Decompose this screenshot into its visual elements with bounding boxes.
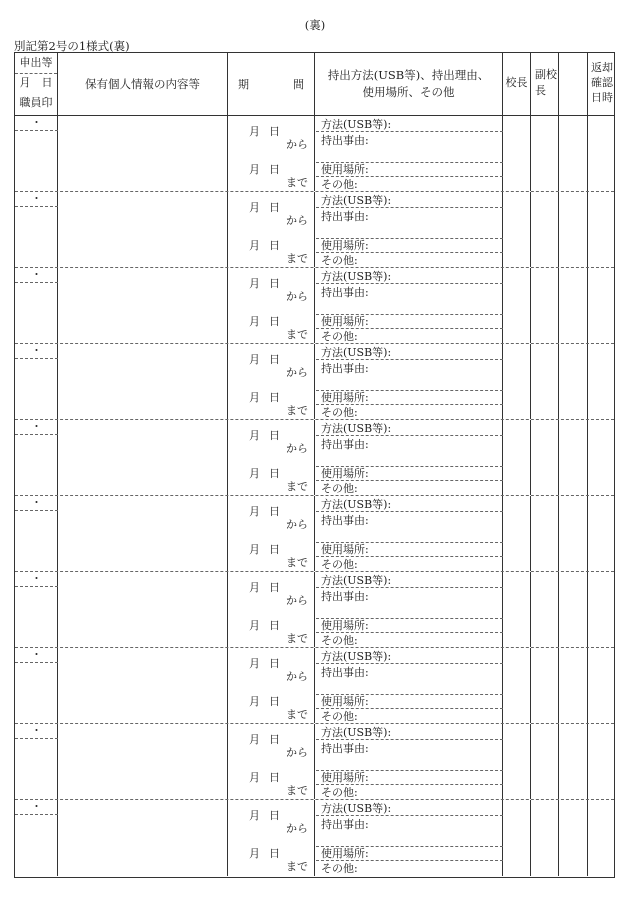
row-column-divider <box>558 192 559 267</box>
row-column-divider <box>558 724 559 799</box>
header-vice-principal <box>531 53 559 115</box>
row-column-divider <box>587 724 588 799</box>
row-column-divider <box>502 572 503 647</box>
row-other-label: その他: <box>321 710 358 723</box>
row-column-divider <box>530 496 531 571</box>
row-from-month: 月 <box>249 505 260 518</box>
row-until-month: 月 <box>249 619 260 632</box>
header-applicant-divider <box>15 73 57 74</box>
row-from-day: 日 <box>269 277 280 290</box>
row-until: まで <box>286 328 308 341</box>
row-until: まで <box>286 556 308 569</box>
row-place-label: 使用場所: <box>321 543 369 556</box>
row-from-day: 日 <box>269 733 280 746</box>
row-column-divider <box>587 268 588 343</box>
row-until-day: 日 <box>269 771 280 784</box>
table-row <box>15 420 614 496</box>
table-row <box>15 724 614 800</box>
row-place-label: 使用場所: <box>321 695 369 708</box>
header-return-check <box>588 53 616 115</box>
row-column-divider <box>530 648 531 723</box>
row-from-day: 日 <box>269 353 280 366</box>
row-other-label: その他: <box>321 330 358 343</box>
table-row <box>15 116 614 192</box>
header-content: 保有個人情報の内容等 <box>58 53 228 115</box>
row-column-divider <box>530 192 531 267</box>
form-table <box>14 52 615 878</box>
row-column-divider <box>587 344 588 419</box>
row-column-divider <box>227 268 228 343</box>
row-from-month: 月 <box>249 429 260 442</box>
row-other-label: その他: <box>321 786 358 799</box>
row-until-day: 日 <box>269 163 280 176</box>
row-until: まで <box>286 784 308 797</box>
row-other-label: その他: <box>321 634 358 647</box>
row-dot: ・ <box>15 420 58 435</box>
row-from-month: 月 <box>249 125 260 138</box>
row-until-month: 月 <box>249 543 260 556</box>
row-other-label: その他: <box>321 178 358 191</box>
row-column-divider <box>314 572 315 647</box>
row-place-label: 使用場所: <box>321 847 369 860</box>
row-reason-label: 持出事由: <box>321 666 369 679</box>
row-until-day: 日 <box>269 695 280 708</box>
row-column-divider <box>314 344 315 419</box>
table-row <box>15 572 614 648</box>
table-row <box>15 800 614 876</box>
row-until-day: 日 <box>269 847 280 860</box>
row-from: から <box>286 670 308 683</box>
row-method-label: 方法(USB等): <box>321 802 392 815</box>
row-place-label: 使用場所: <box>321 619 369 632</box>
header-return-line2: 確認 <box>591 76 613 89</box>
row-other-label: その他: <box>321 482 358 495</box>
header-applicant-line3: 職員印 <box>19 96 53 109</box>
row-from: から <box>286 214 308 227</box>
row-until: まで <box>286 480 308 493</box>
row-from: から <box>286 822 308 835</box>
row-column-divider <box>227 496 228 571</box>
row-other-label: その他: <box>321 406 358 419</box>
row-column-divider <box>587 800 588 876</box>
row-from-month: 月 <box>249 733 260 746</box>
row-dot: ・ <box>15 116 58 131</box>
row-column-divider <box>558 344 559 419</box>
row-column-divider <box>314 648 315 723</box>
row-column-divider <box>227 572 228 647</box>
row-from-day: 日 <box>269 657 280 670</box>
row-column-divider <box>502 648 503 723</box>
row-column-divider <box>227 116 228 191</box>
header-method <box>315 53 503 115</box>
row-place-label: 使用場所: <box>321 315 369 328</box>
row-until: まで <box>286 632 308 645</box>
header-applicant-line1: 申出等 <box>19 56 53 69</box>
row-until-month: 月 <box>249 771 260 784</box>
row-dot: ・ <box>15 192 58 207</box>
row-method-label: 方法(USB等): <box>321 346 392 359</box>
row-reason-label: 持出事由: <box>321 742 369 755</box>
row-column-divider <box>502 496 503 571</box>
row-column-divider <box>530 572 531 647</box>
row-dot: ・ <box>15 724 58 739</box>
row-from-day: 日 <box>269 505 280 518</box>
row-column-divider <box>587 572 588 647</box>
row-dot: ・ <box>15 572 58 587</box>
header-applicant-line2: 月 日 <box>19 76 53 89</box>
row-until-month: 月 <box>249 695 260 708</box>
row-from: から <box>286 138 308 151</box>
row-until-day: 日 <box>269 619 280 632</box>
row-until-month: 月 <box>249 847 260 860</box>
row-column-divider <box>530 420 531 495</box>
row-dot: ・ <box>15 268 58 283</box>
header-method-line2: 使用場所、その他 <box>362 85 455 99</box>
row-from: から <box>286 290 308 303</box>
header-blank <box>559 53 588 115</box>
row-column-divider <box>314 496 315 571</box>
row-until: まで <box>286 708 308 721</box>
row-other-label: その他: <box>321 254 358 267</box>
row-until: まで <box>286 404 308 417</box>
row-column-divider <box>314 724 315 799</box>
row-place-label: 使用場所: <box>321 771 369 784</box>
row-column-divider <box>227 192 228 267</box>
row-column-divider <box>587 192 588 267</box>
row-column-divider <box>587 420 588 495</box>
row-column-divider <box>530 800 531 876</box>
row-method-label: 方法(USB等): <box>321 422 392 435</box>
row-until-day: 日 <box>269 543 280 556</box>
header-period <box>228 53 315 115</box>
row-column-divider <box>558 420 559 495</box>
row-from: から <box>286 746 308 759</box>
row-column-divider <box>227 344 228 419</box>
row-method-label: 方法(USB等): <box>321 270 392 283</box>
row-from-day: 日 <box>269 201 280 214</box>
row-dot: ・ <box>15 496 58 511</box>
row-until-month: 月 <box>249 315 260 328</box>
row-reason-label: 持出事由: <box>321 818 369 831</box>
row-reason-label: 持出事由: <box>321 514 369 527</box>
row-column-divider <box>502 420 503 495</box>
row-column-divider <box>530 268 531 343</box>
row-column-divider <box>530 344 531 419</box>
row-until-day: 日 <box>269 391 280 404</box>
page-top-title: (裏) <box>304 18 326 32</box>
row-until-month: 月 <box>249 391 260 404</box>
row-method-label: 方法(USB等): <box>321 650 392 663</box>
row-from-month: 月 <box>249 657 260 670</box>
row-method-label: 方法(USB等): <box>321 726 392 739</box>
table-row <box>15 192 614 268</box>
row-place-label: 使用場所: <box>321 391 369 404</box>
row-column-divider <box>227 648 228 723</box>
form-label: 別記第2号の1様式(裏) <box>14 39 130 53</box>
header-applicant <box>15 53 58 115</box>
row-column-divider <box>587 648 588 723</box>
table-row <box>15 268 614 344</box>
row-column-divider <box>558 648 559 723</box>
row-method-label: 方法(USB等): <box>321 118 392 131</box>
header-period-char2: 間 <box>293 78 304 91</box>
row-column-divider <box>314 420 315 495</box>
row-place-label: 使用場所: <box>321 163 369 176</box>
row-reason-label: 持出事由: <box>321 210 369 223</box>
header-principal: 校長 <box>503 53 531 115</box>
row-method-label: 方法(USB等): <box>321 194 392 207</box>
row-column-divider <box>587 116 588 191</box>
row-column-divider <box>227 420 228 495</box>
row-column-divider <box>502 724 503 799</box>
row-from: から <box>286 518 308 531</box>
row-column-divider <box>314 116 315 191</box>
row-method-label: 方法(USB等): <box>321 498 392 511</box>
header-return-line1: 返却 <box>591 61 613 74</box>
row-from-month: 月 <box>249 353 260 366</box>
table-row <box>15 496 614 572</box>
row-until: まで <box>286 252 308 265</box>
row-until-day: 日 <box>269 315 280 328</box>
row-column-divider <box>558 572 559 647</box>
row-dot: ・ <box>15 344 58 359</box>
row-until-day: 日 <box>269 239 280 252</box>
row-from-month: 月 <box>249 581 260 594</box>
row-column-divider <box>558 268 559 343</box>
row-column-divider <box>314 268 315 343</box>
header-return-line3: 日時 <box>591 91 613 104</box>
table-row <box>15 648 614 724</box>
row-from: から <box>286 442 308 455</box>
row-other-label: その他: <box>321 558 358 571</box>
row-place-label: 使用場所: <box>321 467 369 480</box>
row-reason-label: 持出事由: <box>321 590 369 603</box>
row-place-label: 使用場所: <box>321 239 369 252</box>
row-reason-label: 持出事由: <box>321 362 369 375</box>
header-method-line1: 持出方法(USB等)、持出理由、 <box>327 68 490 82</box>
row-from-day: 日 <box>269 809 280 822</box>
row-from-month: 月 <box>249 201 260 214</box>
row-from: から <box>286 366 308 379</box>
row-column-divider <box>314 192 315 267</box>
row-column-divider <box>502 192 503 267</box>
row-reason-label: 持出事由: <box>321 438 369 451</box>
row-column-divider <box>227 724 228 799</box>
row-dot: ・ <box>15 648 58 663</box>
row-from: から <box>286 594 308 607</box>
row-until-month: 月 <box>249 239 260 252</box>
header-vice-line1: 副校 <box>535 68 557 81</box>
row-dot: ・ <box>15 800 58 815</box>
row-reason-label: 持出事由: <box>321 134 369 147</box>
row-column-divider <box>502 800 503 876</box>
row-column-divider <box>558 116 559 191</box>
row-other-label: その他: <box>321 862 358 875</box>
row-column-divider <box>314 800 315 876</box>
row-from-day: 日 <box>269 429 280 442</box>
row-column-divider <box>227 800 228 876</box>
row-column-divider <box>558 496 559 571</box>
row-column-divider <box>502 344 503 419</box>
row-reason-label: 持出事由: <box>321 286 369 299</box>
table-row <box>15 344 614 420</box>
row-column-divider <box>530 724 531 799</box>
row-until: まで <box>286 176 308 189</box>
row-until-month: 月 <box>249 467 260 480</box>
row-from-month: 月 <box>249 809 260 822</box>
row-until: まで <box>286 860 308 873</box>
header-vice-line2: 長 <box>535 84 546 97</box>
row-column-divider <box>587 496 588 571</box>
row-column-divider <box>558 800 559 876</box>
row-from-day: 日 <box>269 125 280 138</box>
row-from-month: 月 <box>249 277 260 290</box>
row-column-divider <box>502 116 503 191</box>
row-method-label: 方法(USB等): <box>321 574 392 587</box>
header-period-char1: 期 <box>238 78 249 91</box>
row-until-day: 日 <box>269 467 280 480</box>
row-from-day: 日 <box>269 581 280 594</box>
row-column-divider <box>530 116 531 191</box>
row-until-month: 月 <box>249 163 260 176</box>
row-column-divider <box>502 268 503 343</box>
